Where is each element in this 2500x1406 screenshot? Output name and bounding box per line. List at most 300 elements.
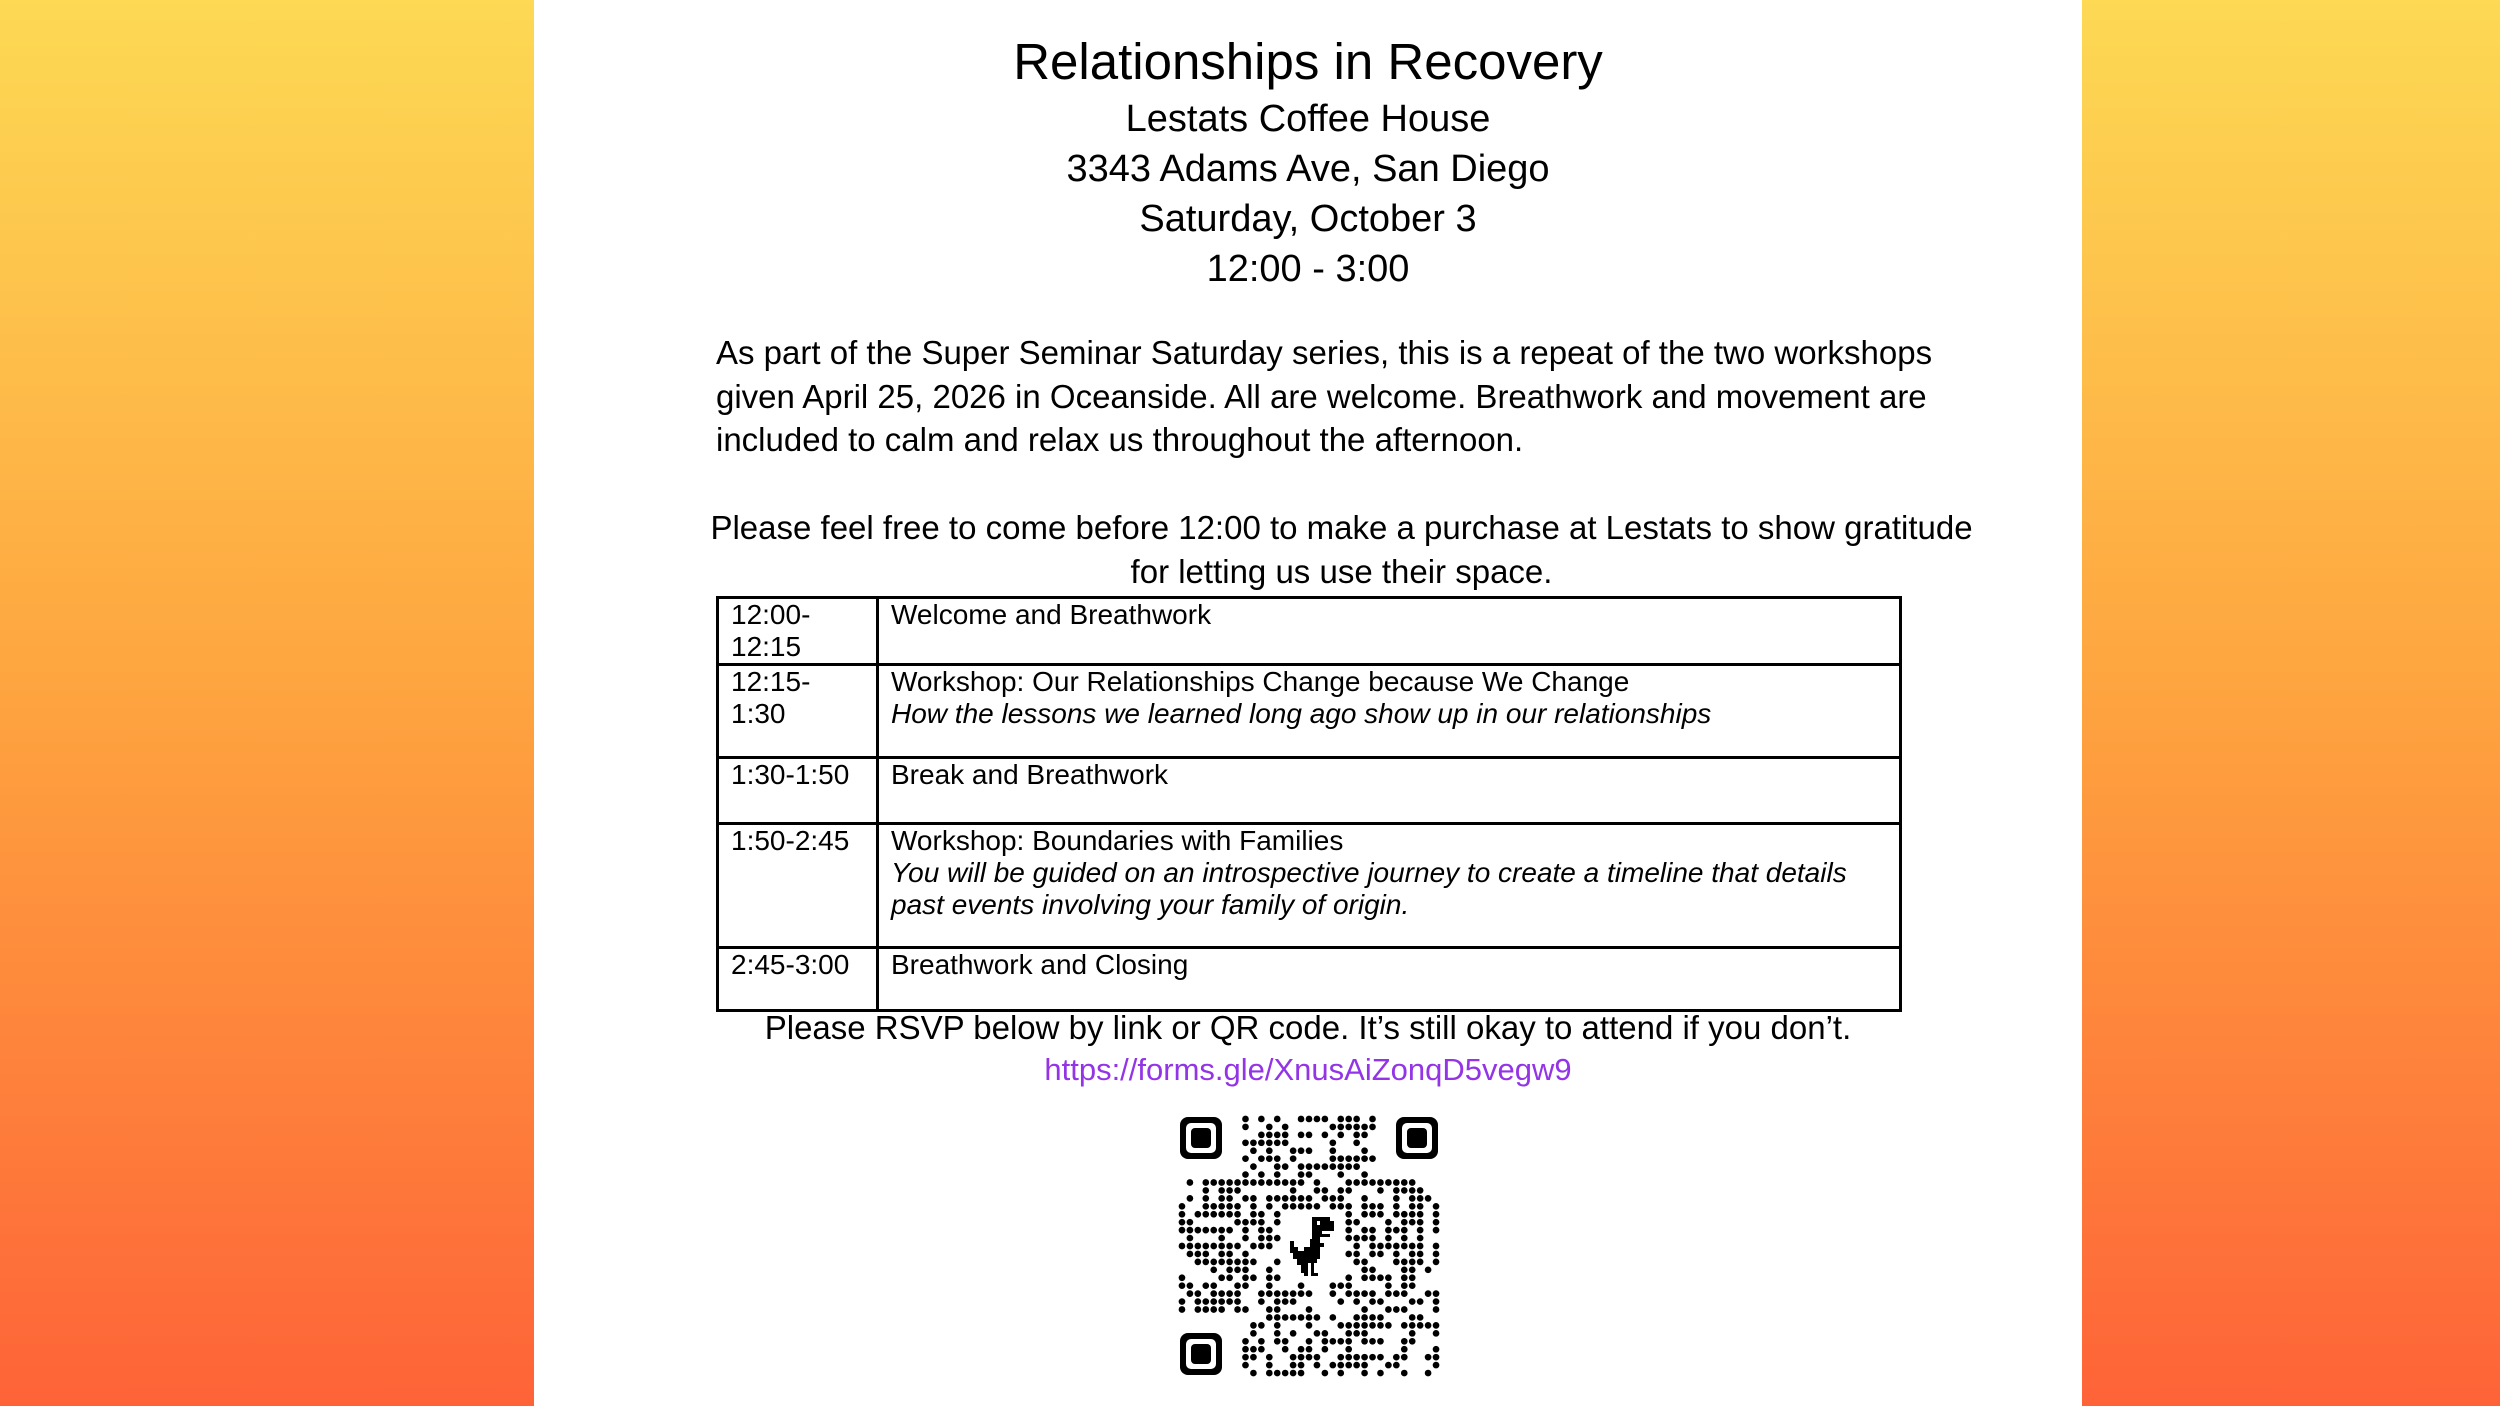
schedule-row [718, 948, 1901, 1011]
schedule-table [716, 596, 1902, 1012]
qr-module [1433, 1322, 1440, 1329]
qr-module [1361, 1274, 1368, 1281]
qr-module [1409, 1211, 1416, 1218]
qr-module [1314, 1330, 1321, 1337]
qr-module [1266, 1290, 1273, 1297]
qr-module [1187, 1243, 1194, 1250]
qr-module [1306, 1290, 1313, 1297]
qr-module [1282, 1132, 1289, 1139]
qr-module [1234, 1298, 1241, 1305]
qr-module [1202, 1282, 1209, 1289]
qr-module [1306, 1354, 1313, 1361]
qr-module [1179, 1243, 1186, 1250]
qr-module [1329, 1362, 1336, 1369]
qr-module [1266, 1124, 1273, 1131]
qr-module [1266, 1314, 1273, 1321]
qr-module [1218, 1227, 1225, 1234]
qr-module [1226, 1274, 1233, 1281]
qr-module [1361, 1354, 1368, 1361]
schedule-time: 1:50-2:45 [718, 824, 878, 948]
qr-module [1353, 1298, 1360, 1305]
qr-module [1202, 1195, 1209, 1202]
qr-module [1361, 1314, 1368, 1321]
qr-module [1377, 1187, 1384, 1194]
qr-module [1242, 1362, 1249, 1369]
qr-module [1195, 1227, 1202, 1234]
qr-module [1242, 1219, 1249, 1226]
qr-module [1345, 1227, 1352, 1234]
qr-module [1409, 1251, 1416, 1258]
qr-module [1298, 1203, 1305, 1210]
qr-module [1433, 1346, 1440, 1353]
qr-module [1298, 1132, 1305, 1139]
qr-module [1298, 1163, 1305, 1170]
qr-module [1266, 1282, 1273, 1289]
schedule-activity-title: Breathwork and Closing [891, 949, 1189, 980]
qr-module [1250, 1259, 1257, 1266]
qr-module [1202, 1179, 1209, 1186]
qr-module [1242, 1251, 1249, 1258]
qr-module [1425, 1195, 1432, 1202]
qr-module [1369, 1243, 1376, 1250]
qr-module [1329, 1139, 1336, 1146]
schedule-activity [878, 665, 1901, 758]
qr-module [1274, 1155, 1281, 1162]
qr-module [1242, 1155, 1249, 1162]
qr-module [1377, 1251, 1384, 1258]
qr-module [1202, 1243, 1209, 1250]
qr-module [1337, 1155, 1344, 1162]
qr-module [1322, 1346, 1329, 1353]
qr-module [1409, 1195, 1416, 1202]
qr-module [1369, 1155, 1376, 1162]
qr-module [1337, 1163, 1344, 1170]
qr-module [1329, 1124, 1336, 1131]
schedule-row [718, 598, 1901, 665]
qr-module [1322, 1187, 1329, 1194]
qr-module [1258, 1227, 1265, 1234]
qr-module [1322, 1116, 1329, 1123]
qr-module [1345, 1187, 1352, 1194]
qr-module [1314, 1163, 1321, 1170]
qr-module [1274, 1338, 1281, 1345]
qr-module [1258, 1243, 1265, 1250]
qr-module [1274, 1195, 1281, 1202]
qr-module [1258, 1338, 1265, 1345]
qr-module [1425, 1354, 1432, 1361]
qr-module [1337, 1124, 1344, 1131]
qr-module [1258, 1171, 1265, 1178]
qr-module [1234, 1187, 1241, 1194]
qr-module [1337, 1362, 1344, 1369]
qr-module [1401, 1227, 1408, 1234]
event-venue: Lestats Coffee House [1125, 98, 1491, 140]
qr-module [1242, 1124, 1249, 1131]
qr-module [1210, 1266, 1217, 1273]
qr-module [1274, 1171, 1281, 1178]
qr-module [1266, 1227, 1273, 1234]
qr-module [1337, 1338, 1344, 1345]
qr-module [1345, 1124, 1352, 1131]
qr-module [1226, 1227, 1233, 1234]
qr-module [1242, 1354, 1249, 1361]
qr-module [1298, 1314, 1305, 1321]
qr-module [1195, 1290, 1202, 1297]
qr-module [1266, 1306, 1273, 1313]
qr-module [1226, 1195, 1233, 1202]
qr-module [1433, 1259, 1440, 1266]
qr-module [1250, 1330, 1257, 1337]
qr-module [1187, 1219, 1194, 1226]
qr-module [1195, 1251, 1202, 1258]
qr-module [1369, 1322, 1376, 1329]
qr-module [1401, 1187, 1408, 1194]
qr-module [1329, 1203, 1336, 1210]
qr-module [1361, 1235, 1368, 1242]
qr-module [1322, 1330, 1329, 1337]
qr-module [1274, 1298, 1281, 1305]
qr-module [1290, 1362, 1297, 1369]
qr-module [1369, 1314, 1376, 1321]
qr-module [1377, 1338, 1384, 1345]
qr-module [1409, 1322, 1416, 1329]
qr-module [1369, 1290, 1376, 1297]
qr-module [1345, 1362, 1352, 1369]
qr-module [1401, 1306, 1408, 1313]
qr-module [1274, 1370, 1281, 1377]
qr-module [1361, 1203, 1368, 1210]
qr-module [1361, 1290, 1368, 1297]
qr-module [1361, 1195, 1368, 1202]
qr-module [1393, 1290, 1400, 1297]
qr-module [1266, 1179, 1273, 1186]
qr-module [1282, 1298, 1289, 1305]
qr-module [1266, 1147, 1273, 1154]
qr-module [1433, 1290, 1440, 1297]
qr-code-icon[interactable] [1178, 1115, 1440, 1377]
qr-module [1369, 1298, 1376, 1305]
qr-module [1226, 1266, 1233, 1273]
qr-module [1401, 1370, 1408, 1377]
qr-module [1266, 1155, 1273, 1162]
qr-module [1377, 1203, 1384, 1210]
qr-module [1314, 1116, 1321, 1123]
schedule-activity-title: Break and Breathwork [891, 759, 1169, 790]
qr-module [1377, 1243, 1384, 1250]
qr-module [1202, 1251, 1209, 1258]
qr-module [1234, 1306, 1241, 1313]
qr-finder-top-right [1396, 1117, 1438, 1159]
qr-module [1250, 1203, 1257, 1210]
qr-module [1385, 1179, 1392, 1186]
schedule-time: 12:00-12:15 [718, 598, 878, 665]
qr-module [1401, 1259, 1408, 1266]
qr-module [1417, 1259, 1424, 1266]
qr-module [1361, 1362, 1368, 1369]
qr-module [1417, 1187, 1424, 1194]
qr-module [1274, 1306, 1281, 1313]
qr-module [1274, 1235, 1281, 1242]
qr-module [1369, 1274, 1376, 1281]
qr-module [1409, 1298, 1416, 1305]
qr-module [1393, 1195, 1400, 1202]
qr-module [1322, 1163, 1329, 1170]
qr-module [1282, 1370, 1289, 1377]
qr-module [1409, 1179, 1416, 1186]
schedule-activity-description: How the lessons we learned long ago show up in our relationships [891, 698, 1712, 729]
qr-module [1274, 1219, 1281, 1226]
qr-module [1401, 1219, 1408, 1226]
qr-module [1306, 1322, 1313, 1329]
qr-module [1210, 1306, 1217, 1313]
qr-module [1202, 1187, 1209, 1194]
qr-module [1274, 1116, 1281, 1123]
qr-module [1401, 1354, 1408, 1361]
qr-module [1353, 1314, 1360, 1321]
qr-module [1218, 1274, 1225, 1281]
qr-module [1306, 1116, 1313, 1123]
qr-module [1353, 1362, 1360, 1369]
rsvp-text: Please RSVP below by link or QR code. It’s still okay to attend if you don’t. [764, 1009, 1852, 1046]
qr-module [1282, 1139, 1289, 1146]
qr-module [1179, 1282, 1186, 1289]
qr-module [1179, 1227, 1186, 1234]
qr-module [1393, 1179, 1400, 1186]
qr-module [1361, 1124, 1368, 1131]
qr-module [1369, 1179, 1376, 1186]
qr-module [1187, 1195, 1194, 1202]
qr-module [1393, 1243, 1400, 1250]
qr-module [1210, 1211, 1217, 1218]
qr-module [1218, 1306, 1225, 1313]
qr-module [1274, 1314, 1281, 1321]
qr-module [1250, 1163, 1257, 1170]
qr-module [1433, 1219, 1440, 1226]
qr-module [1337, 1370, 1344, 1377]
qr-module [1282, 1195, 1289, 1202]
qr-module [1282, 1314, 1289, 1321]
qr-module [1345, 1235, 1352, 1242]
purchase-note: Please feel free to come before 12:00 to make a purchase at Lestats to show gratitude for letting us use their space. [710, 509, 1973, 590]
qr-module [1250, 1147, 1257, 1154]
rsvp-link[interactable]: https://forms.gle/XnusAiZonqD5vegw9 [1044, 1052, 1572, 1087]
qr-module [1417, 1243, 1424, 1250]
qr-module [1337, 1132, 1344, 1139]
qr-module [1179, 1211, 1186, 1218]
qr-module [1393, 1306, 1400, 1313]
qr-module [1353, 1290, 1360, 1297]
qr-module [1210, 1290, 1217, 1297]
qr-module [1202, 1203, 1209, 1210]
qr-module [1202, 1227, 1209, 1234]
flyer-page [534, 0, 2082, 1406]
schedule-time: 1:30-1:50 [718, 758, 878, 824]
qr-module [1250, 1370, 1257, 1377]
qr-module [1433, 1211, 1440, 1218]
qr-module [1226, 1243, 1233, 1250]
qr-module [1329, 1195, 1336, 1202]
qr-module [1353, 1163, 1360, 1170]
qr-module [1361, 1259, 1368, 1266]
qr-module [1234, 1203, 1241, 1210]
qr-module [1417, 1251, 1424, 1258]
qr-module [1179, 1203, 1186, 1210]
qr-module [1361, 1306, 1368, 1313]
qr-module [1282, 1179, 1289, 1186]
qr-module [1377, 1274, 1384, 1281]
qr-module [1202, 1211, 1209, 1218]
qr-module [1274, 1179, 1281, 1186]
schedule-activity-description: You will be guided on an introspective journey to create a timeline that details past events involving your family of origin. [891, 857, 1847, 920]
qr-module [1234, 1179, 1241, 1186]
qr-module [1282, 1163, 1289, 1170]
qr-module [1322, 1338, 1329, 1345]
qr-module [1258, 1298, 1265, 1305]
qr-module [1298, 1346, 1305, 1353]
qr-module [1234, 1243, 1241, 1250]
qr-module [1266, 1354, 1273, 1361]
qr-module [1361, 1171, 1368, 1178]
qr-module [1258, 1155, 1265, 1162]
qr-module [1210, 1282, 1217, 1289]
qr-module [1234, 1266, 1241, 1273]
qr-module [1226, 1290, 1233, 1297]
qr-module [1298, 1370, 1305, 1377]
qr-module [1187, 1179, 1194, 1186]
qr-module [1298, 1147, 1305, 1154]
qr-module [1369, 1354, 1376, 1361]
qr-module [1179, 1306, 1186, 1313]
qr-module [1433, 1251, 1440, 1258]
qr-module [1401, 1243, 1408, 1250]
qr-module [1385, 1290, 1392, 1297]
qr-module [1266, 1274, 1273, 1281]
qr-module [1369, 1203, 1376, 1210]
qr-module [1361, 1266, 1368, 1273]
qr-module [1298, 1179, 1305, 1186]
qr-module [1234, 1211, 1241, 1218]
qr-module [1242, 1259, 1249, 1266]
schedule-row [718, 824, 1901, 948]
qr-module [1369, 1227, 1376, 1234]
qr-module [1409, 1266, 1416, 1273]
qr-module [1274, 1290, 1281, 1297]
qr-module [1409, 1219, 1416, 1226]
qr-module [1187, 1282, 1194, 1289]
qr-module [1234, 1259, 1241, 1266]
qr-module [1250, 1139, 1257, 1146]
qr-module [1250, 1243, 1257, 1250]
qr-module [1218, 1251, 1225, 1258]
qr-module [1345, 1163, 1352, 1170]
qr-module [1417, 1211, 1424, 1218]
qr-module [1385, 1243, 1392, 1250]
qr-module [1210, 1203, 1217, 1210]
qr-module [1337, 1187, 1344, 1194]
qr-module [1337, 1298, 1344, 1305]
qr-module [1393, 1259, 1400, 1266]
qr-module [1250, 1346, 1257, 1353]
qr-module [1345, 1346, 1352, 1353]
qr-module [1361, 1370, 1368, 1377]
qr-module [1290, 1298, 1297, 1305]
dinosaur-icon [1281, 1213, 1337, 1276]
qr-module [1250, 1354, 1257, 1361]
qr-module [1290, 1203, 1297, 1210]
qr-module [1195, 1298, 1202, 1305]
qr-module [1329, 1282, 1336, 1289]
schedule-activity-title: Workshop: Our Relationships Change because We Change [891, 666, 1630, 697]
qr-module [1409, 1187, 1416, 1194]
qr-module [1353, 1330, 1360, 1337]
qr-module [1369, 1338, 1376, 1345]
qr-module [1290, 1370, 1297, 1377]
schedule-time: 2:45-3:00 [718, 948, 878, 1011]
qr-module [1409, 1330, 1416, 1337]
qr-module [1298, 1362, 1305, 1369]
qr-module [1322, 1195, 1329, 1202]
qr-module [1369, 1211, 1376, 1218]
qr-module [1361, 1211, 1368, 1218]
qr-module [1417, 1227, 1424, 1234]
qr-module [1226, 1211, 1233, 1218]
qr-module [1314, 1203, 1321, 1210]
qr-module [1329, 1163, 1336, 1170]
schedule-activity [878, 758, 1901, 824]
qr-module [1353, 1124, 1360, 1131]
qr-module [1345, 1354, 1352, 1361]
qr-module [1298, 1354, 1305, 1361]
qr-module [1274, 1132, 1281, 1139]
qr-module [1337, 1203, 1344, 1210]
qr-module [1266, 1266, 1273, 1273]
qr-module [1345, 1282, 1352, 1289]
schedule-activity [878, 598, 1901, 665]
qr-module [1274, 1211, 1281, 1218]
qr-module [1314, 1314, 1321, 1321]
qr-module [1274, 1259, 1281, 1266]
qr-module [1306, 1195, 1313, 1202]
qr-module [1258, 1219, 1265, 1226]
event-title: Relationships in Recovery [1013, 33, 1603, 90]
qr-module [1306, 1203, 1313, 1210]
qr-module [1218, 1187, 1225, 1194]
qr-module [1385, 1322, 1392, 1329]
qr-module [1282, 1338, 1289, 1345]
qr-module [1258, 1132, 1265, 1139]
qr-module [1210, 1227, 1217, 1234]
qr-module [1417, 1235, 1424, 1242]
qr-module [1401, 1266, 1408, 1273]
qr-module [1345, 1179, 1352, 1186]
qr-module [1258, 1322, 1265, 1329]
qr-module [1385, 1235, 1392, 1242]
qr-module [1306, 1171, 1313, 1178]
qr-module [1345, 1155, 1352, 1162]
qr-module [1393, 1187, 1400, 1194]
schedule-row [718, 665, 1901, 758]
qr-module [1202, 1259, 1209, 1266]
qr-module [1187, 1290, 1194, 1297]
qr-module [1401, 1322, 1408, 1329]
qr-module [1258, 1139, 1265, 1146]
qr-module [1377, 1314, 1384, 1321]
qr-module [1218, 1203, 1225, 1210]
qr-module [1250, 1219, 1257, 1226]
qr-module [1393, 1211, 1400, 1218]
qr-module [1337, 1282, 1344, 1289]
schedule-activity [878, 824, 1901, 948]
